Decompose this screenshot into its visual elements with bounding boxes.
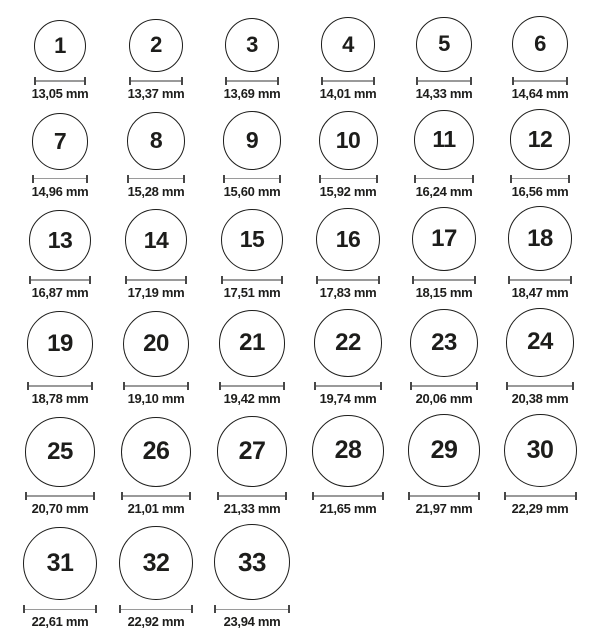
measure-bar <box>512 178 568 180</box>
ring-size-number: 29 <box>430 436 458 465</box>
ring-size-item-2 <box>108 13 204 102</box>
ring-size-item-12 <box>492 103 588 199</box>
ring-size-item-28 <box>300 409 396 517</box>
ring-size-item-4 <box>300 11 396 102</box>
ring-circle <box>223 111 281 169</box>
measure-tick-right-icon <box>281 276 283 284</box>
ring-size-number: 21 <box>239 329 265 357</box>
diameter-label: 17,19 mm <box>127 285 185 301</box>
measure-tick-right-icon <box>185 276 187 284</box>
ring-size-number: 24 <box>527 328 553 356</box>
ring-size-item-33 <box>204 518 300 630</box>
measure-tick-right-icon <box>472 175 474 183</box>
ring-size-number: 26 <box>142 437 170 466</box>
ring-size-number: 27 <box>238 436 266 465</box>
diameter-label: 13,05 mm <box>31 86 89 102</box>
measure-bar <box>123 495 189 497</box>
ring-circle <box>506 308 575 377</box>
measure-bar <box>129 178 183 180</box>
ring-size-number: 3 <box>246 32 258 58</box>
diameter-label: 21,01 mm <box>127 500 185 516</box>
ring-circle <box>319 111 378 170</box>
diameter-measure-line <box>217 492 288 500</box>
measure-tick-right-icon <box>191 605 193 613</box>
measure-bar <box>318 279 377 281</box>
measure-bar <box>510 279 571 281</box>
ring-circle <box>127 112 185 170</box>
diameter-label: 16,24 mm <box>415 183 473 199</box>
ring-circle <box>225 18 279 72</box>
ring-circle <box>314 309 381 376</box>
measure-bar <box>412 385 476 387</box>
measure-bar <box>410 495 478 497</box>
ring-size-number: 13 <box>47 227 73 253</box>
diameter-measure-line <box>125 276 187 284</box>
measure-tick-right-icon <box>288 605 290 613</box>
ring-circle <box>25 417 95 487</box>
measure-tick-right-icon <box>93 492 95 500</box>
diameter-label: 18,78 mm <box>31 390 89 406</box>
measure-bar <box>31 279 88 281</box>
diameter-measure-line <box>506 382 575 390</box>
measure-tick-right-icon <box>570 276 572 284</box>
ring-size-number: 7 <box>53 127 67 154</box>
ring-size-item-31 <box>12 521 108 630</box>
diameter-label: 18,15 mm <box>415 285 473 301</box>
diameter-measure-line <box>23 605 97 613</box>
diameter-measure-line <box>223 175 281 183</box>
measure-tick-right-icon <box>382 492 384 500</box>
measure-tick-right-icon <box>376 175 378 183</box>
ring-circle <box>414 110 474 170</box>
measure-tick-right-icon <box>476 382 478 390</box>
diameter-label: 21,65 mm <box>319 500 377 516</box>
ring-size-item-20 <box>108 305 204 407</box>
ring-size-item-23 <box>396 303 492 407</box>
ring-circle <box>29 210 90 271</box>
measure-tick-right-icon <box>95 605 97 613</box>
diameter-label: 17,83 mm <box>319 285 377 301</box>
measure-bar <box>127 279 185 281</box>
diameter-label: 13,37 mm <box>127 86 185 102</box>
ring-size-item-16 <box>300 202 396 301</box>
measure-tick-right-icon <box>373 77 375 85</box>
ring-size-number: 9 <box>245 126 259 153</box>
ring-circle <box>410 309 478 377</box>
measure-bar <box>223 279 282 281</box>
diameter-measure-line <box>316 276 379 284</box>
measure-tick-right-icon <box>470 77 472 85</box>
ring-size-item-5 <box>396 11 492 102</box>
ring-size-number: 23 <box>431 328 457 356</box>
ring-size-item-8 <box>108 106 204 200</box>
ring-circle <box>119 526 193 600</box>
measure-tick-right-icon <box>575 492 577 500</box>
ring-size-number: 28 <box>334 436 362 465</box>
diameter-label: 19,74 mm <box>319 390 377 406</box>
ring-size-number: 11 <box>432 126 456 153</box>
diameter-measure-line <box>219 382 286 390</box>
measure-bar <box>316 385 379 387</box>
diameter-label: 14,33 mm <box>415 86 473 102</box>
diameter-measure-line <box>29 276 90 284</box>
ring-size-item-27 <box>204 410 300 517</box>
diameter-measure-line <box>123 382 189 390</box>
diameter-label: 20,38 mm <box>511 390 569 406</box>
ring-circle <box>121 417 191 487</box>
diameter-label: 21,97 mm <box>415 500 473 516</box>
measure-tick-right-icon <box>84 77 86 85</box>
ring-circle <box>504 414 577 487</box>
diameter-label: 15,60 mm <box>223 183 281 199</box>
diameter-measure-line <box>504 492 577 500</box>
diameter-measure-line <box>119 605 193 613</box>
measure-tick-right-icon <box>181 77 183 85</box>
measure-bar <box>34 178 87 180</box>
diameter-measure-line <box>225 77 279 85</box>
measure-tick-right-icon <box>277 77 279 85</box>
measure-bar <box>125 385 187 387</box>
measure-bar <box>131 80 180 82</box>
diameter-label: 15,28 mm <box>127 183 185 199</box>
measure-bar <box>508 385 573 387</box>
diameter-label: 22,61 mm <box>31 614 89 630</box>
measure-bar <box>314 495 382 497</box>
measure-tick-right-icon <box>572 382 574 390</box>
diameter-measure-line <box>127 175 185 183</box>
ring-circle <box>316 208 379 271</box>
measure-bar <box>506 495 575 497</box>
ring-circle <box>312 415 384 487</box>
measure-bar <box>27 495 93 497</box>
diameter-label: 16,87 mm <box>31 285 89 301</box>
measure-tick-right-icon <box>89 276 91 284</box>
ring-size-item-11 <box>396 104 492 200</box>
diameter-label: 14,64 mm <box>511 86 569 102</box>
ring-size-item-14 <box>108 203 204 301</box>
measure-tick-right-icon <box>474 276 476 284</box>
measure-bar <box>321 178 376 180</box>
measure-tick-right-icon <box>566 77 568 85</box>
measure-tick-right-icon <box>478 492 480 500</box>
measure-bar <box>221 385 284 387</box>
measure-bar <box>121 609 191 611</box>
ring-size-item-32 <box>108 520 204 630</box>
diameter-measure-line <box>319 175 378 183</box>
diameter-measure-line <box>312 492 384 500</box>
measure-bar <box>29 385 90 387</box>
diameter-label: 22,92 mm <box>127 614 185 630</box>
ring-size-number: 15 <box>239 226 265 253</box>
diameter-label: 19,10 mm <box>127 390 185 406</box>
measure-tick-right-icon <box>568 175 570 183</box>
ring-size-number: 30 <box>526 435 554 464</box>
diameter-label: 21,33 mm <box>223 500 281 516</box>
diameter-measure-line <box>414 175 474 183</box>
measure-tick-right-icon <box>86 175 88 183</box>
ring-size-number: 31 <box>46 549 74 577</box>
ring-size-number: 2 <box>150 32 162 58</box>
ring-circle <box>217 416 288 487</box>
ring-circle <box>512 16 568 72</box>
measure-bar <box>225 178 279 180</box>
diameter-label: 19,42 mm <box>223 390 281 406</box>
measure-tick-right-icon <box>378 276 380 284</box>
ring-size-number: 33 <box>238 547 266 577</box>
diameter-measure-line <box>321 77 376 85</box>
ring-size-grid <box>12 10 588 630</box>
ring-circle <box>321 17 376 72</box>
measure-tick-right-icon <box>285 492 287 500</box>
ring-size-number: 4 <box>342 31 354 57</box>
ring-size-number: 6 <box>534 31 546 57</box>
ring-circle <box>123 311 189 377</box>
diameter-measure-line <box>412 276 476 284</box>
ring-size-item-24 <box>492 302 588 407</box>
measure-tick-right-icon <box>189 492 191 500</box>
ring-size-item-10 <box>300 105 396 200</box>
diameter-label: 15,92 mm <box>319 183 377 199</box>
ring-size-number: 1 <box>54 32 66 58</box>
diameter-label: 20,70 mm <box>31 500 89 516</box>
ring-circle <box>508 206 573 271</box>
diameter-label: 16,56 mm <box>511 183 569 199</box>
diameter-measure-line <box>416 77 472 85</box>
ring-circle <box>27 311 92 376</box>
diameter-measure-line <box>32 175 89 183</box>
ring-size-item-21 <box>204 304 300 407</box>
ring-circle <box>34 20 87 73</box>
ring-size-item-15 <box>204 203 300 301</box>
measure-bar <box>216 609 289 611</box>
diameter-measure-line <box>512 77 568 85</box>
diameter-measure-line <box>410 382 478 390</box>
ring-size-item-3 <box>204 12 300 102</box>
ring-size-item-1 <box>12 14 108 103</box>
diameter-label: 20,06 mm <box>415 390 473 406</box>
ring-size-item-25 <box>12 411 108 516</box>
ring-size-item-13 <box>12 204 108 301</box>
diameter-measure-line <box>510 175 570 183</box>
ring-circle <box>125 209 187 271</box>
measure-bar <box>514 80 566 82</box>
ring-size-number: 25 <box>47 437 73 465</box>
diameter-label: 13,69 mm <box>223 86 281 102</box>
ring-size-number: 32 <box>142 548 170 577</box>
ring-size-item-9 <box>204 105 300 199</box>
ring-size-item-19 <box>12 305 108 406</box>
diameter-label: 22,29 mm <box>511 500 569 516</box>
measure-bar <box>414 279 474 281</box>
ring-size-number: 5 <box>438 31 450 57</box>
diameter-label: 14,01 mm <box>319 86 377 102</box>
ring-circle <box>32 113 89 170</box>
ring-size-item-17 <box>396 201 492 301</box>
diameter-label: 18,47 mm <box>511 285 569 301</box>
diameter-label: 14,96 mm <box>31 183 89 199</box>
ring-size-item-18 <box>492 200 588 301</box>
ring-circle <box>416 17 472 73</box>
ring-size-item-22 <box>300 303 396 406</box>
diameter-measure-line <box>121 492 191 500</box>
measure-tick-right-icon <box>380 382 382 390</box>
ring-circle <box>219 310 286 377</box>
measure-bar <box>25 609 95 611</box>
ring-size-number: 8 <box>149 127 163 154</box>
diameter-measure-line <box>27 382 92 390</box>
measure-bar <box>219 495 286 497</box>
diameter-label: 17,51 mm <box>223 285 281 301</box>
ring-circle <box>510 109 570 169</box>
diameter-measure-line <box>25 492 95 500</box>
measure-bar <box>36 80 85 82</box>
diameter-measure-line <box>408 492 480 500</box>
measure-tick-right-icon <box>91 382 93 390</box>
measure-bar <box>418 80 470 82</box>
ring-size-item-30 <box>492 408 588 517</box>
measure-tick-right-icon <box>279 175 281 183</box>
diameter-measure-line <box>221 276 284 284</box>
diameter-measure-line <box>34 77 87 85</box>
ring-size-number: 16 <box>335 225 361 252</box>
ring-circle <box>412 207 476 271</box>
ring-circle <box>221 209 284 272</box>
ring-size-number: 17 <box>431 225 457 253</box>
ring-size-number: 20 <box>143 329 169 357</box>
diameter-measure-line <box>508 276 573 284</box>
measure-bar <box>227 80 277 82</box>
ring-circle <box>408 414 480 486</box>
ring-size-number: 12 <box>527 125 553 152</box>
diameter-measure-line <box>129 77 182 85</box>
ring-size-number: 19 <box>47 330 73 358</box>
measure-tick-right-icon <box>183 175 185 183</box>
ring-size-number: 10 <box>335 126 361 153</box>
ring-size-item-6 <box>492 10 588 102</box>
measure-tick-right-icon <box>187 382 189 390</box>
ring-circle <box>23 527 97 601</box>
measure-bar <box>323 80 374 82</box>
diameter-label: 23,94 mm <box>223 614 281 630</box>
ring-size-item-7 <box>12 107 108 200</box>
ring-circle <box>214 524 291 601</box>
ring-size-number: 14 <box>143 226 169 253</box>
measure-tick-right-icon <box>283 382 285 390</box>
ring-size-item-29 <box>396 408 492 516</box>
diameter-measure-line <box>214 605 291 613</box>
ring-size-item-26 <box>108 411 204 517</box>
ring-size-number: 22 <box>335 329 361 357</box>
ring-size-number: 18 <box>527 224 553 252</box>
diameter-measure-line <box>314 382 381 390</box>
ring-circle <box>129 19 182 72</box>
measure-bar <box>416 178 472 180</box>
